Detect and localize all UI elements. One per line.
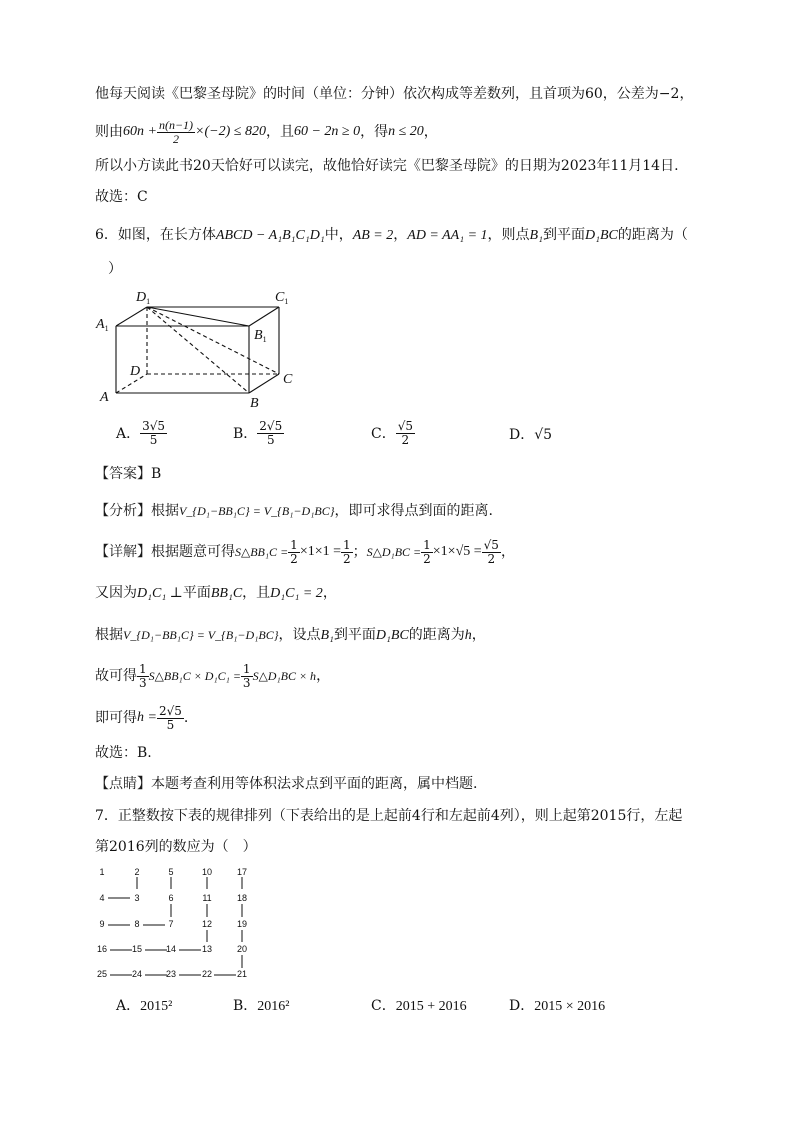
p6-option-a[interactable] [116, 420, 167, 447]
p6-option-b-num: 2√5 [259, 419, 283, 433]
p7-option-d[interactable] [509, 995, 605, 1018]
comment-tag: 【点睛】 [95, 776, 151, 792]
detail-expr1b: ×1×1 = [299, 544, 341, 559]
p6-option-b-den: 5 [266, 433, 275, 447]
p6-option-d[interactable] [509, 424, 552, 446]
grid-number: 13 [201, 944, 213, 954]
p6-option-b[interactable] [233, 420, 284, 447]
p6-stem-d: ，则点 [487, 227, 530, 243]
detail-frac4-den: 2 [487, 551, 496, 566]
segment-D1B-hidden [147, 307, 249, 393]
p5-mid2: ，得 [360, 124, 389, 140]
p7-option-d-value: 2015 × 2016 [534, 999, 606, 1014]
detail-frac3-den: 2 [423, 551, 431, 566]
p5-mid: ，且 [265, 124, 294, 140]
p7-stem-line2: 第2016列的数应为（ ） [95, 839, 257, 855]
grid-number: 6 [168, 893, 174, 903]
p5-line3: 所以小方读此书20天恰好可以读完，故他恰好读完《巴黎圣母院》的日期为2023年11月14日. [95, 158, 679, 174]
p6-option-c[interactable] [371, 420, 415, 447]
p7-option-b[interactable] [233, 995, 290, 1018]
analysis-text-b: ，即可求得点到面的距离. [334, 503, 493, 519]
label-C1: $C_1$ [275, 290, 289, 306]
p5-end: ， [423, 124, 438, 140]
line-c-e: ， [471, 627, 486, 643]
p5-fraction [157, 119, 195, 146]
p6-comment [95, 773, 477, 795]
p6-option-a-label: A． [116, 425, 141, 442]
p6-stem-b: 中， [324, 227, 353, 243]
p6-stem-close: ） [108, 261, 122, 277]
line-e-frac-num: 2√5 [158, 703, 182, 718]
p6-option-c-den: 2 [401, 433, 410, 447]
p6-stem-expr4: B₁ [529, 228, 543, 243]
p7-option-a-value: 2015² [140, 999, 173, 1014]
grid-number: 15 [131, 944, 143, 954]
detail-frac2-num: 1 [343, 537, 351, 552]
p6-stem-e: 到平面 [542, 227, 585, 243]
line-b-expr3: D₁C₁ = 2 [270, 586, 323, 601]
p6-stem-expr5: D₁BC [584, 228, 618, 243]
line-c-expr3: D₁BC [375, 628, 409, 643]
p6-line-b [95, 582, 337, 605]
grid-number: 18 [236, 893, 248, 903]
line-d-frac1-den: 3 [139, 675, 147, 690]
label-A: A [100, 390, 109, 405]
grid-number: 14 [165, 944, 177, 954]
p6-stem-c: ， [393, 227, 408, 243]
analysis-expr: V_{D₁−BB₁C} = V_{B₁−D₁BC} [179, 504, 335, 518]
p6-stem-expr2: AB = 2 [352, 228, 394, 243]
p5-line2-prefix: 则由 [95, 124, 123, 140]
answer-tag: 【答案】 [95, 466, 151, 482]
analysis-tag: 【分析】 [95, 503, 151, 519]
line-e-frac [157, 705, 184, 732]
detail-expr1: S△BB₁C = [235, 545, 289, 559]
grid-number: 10 [201, 867, 213, 877]
line-d-frac1-num: 1 [139, 661, 147, 676]
line-e-frac-den: 5 [166, 717, 175, 732]
grid-number: 12 [201, 919, 213, 929]
p7-option-b-label: B． [233, 998, 258, 1014]
p7-option-a[interactable] [116, 995, 172, 1018]
p5-line4: 故选：C [95, 189, 148, 205]
p7-option-c-value: 2015 + 2016 [395, 999, 467, 1014]
label-B: B [250, 396, 259, 411]
p5-expr-a: 60n + [123, 124, 157, 139]
grid-number: 9 [99, 919, 105, 929]
line-c-expr: V_{D₁−BB₁C} = V_{B₁−D₁BC} [123, 628, 279, 642]
p7-option-c[interactable] [371, 995, 467, 1018]
line-c-b: ，设点 [278, 627, 321, 643]
p6-option-a-num: 3√5 [142, 419, 166, 433]
line-d-frac2-den: 3 [242, 675, 251, 690]
line-d-expr2: S△D₁BC × h [252, 669, 317, 683]
grid-number: 22 [201, 969, 213, 979]
line-d-b: ， [316, 668, 331, 684]
p6-option-d-value: √5 [534, 427, 553, 443]
line-d-frac1 [137, 663, 149, 690]
detail-frac3-num: 1 [423, 537, 431, 552]
line-e-b: . [183, 710, 189, 726]
detail-frac3 [421, 539, 433, 566]
line-d-a: 故可得 [95, 668, 137, 684]
comment-text: 本题考查利用等体积法求点到平面的距离，属中档题. [151, 776, 478, 792]
p6-detail-line [95, 532, 515, 572]
detail-frac1-den: 2 [290, 551, 298, 566]
p5-expr-d: n ≤ 20 [388, 124, 424, 139]
p6-stem-expr3: AD = AA₁ = 1 [407, 228, 488, 243]
grid-number: 11 [202, 893, 212, 903]
p6-analysis-line [95, 500, 493, 522]
p5-frac-den: 2 [173, 131, 179, 146]
line-b-d: ， [322, 585, 337, 601]
detail-end: ， [500, 544, 515, 560]
p6-option-d-label: D． [509, 427, 535, 443]
p6-option-a-frac [140, 420, 167, 447]
p6-final: 故选：B. [95, 745, 152, 761]
grid-number: 16 [96, 944, 108, 954]
analysis-text-a: 根据 [151, 503, 179, 519]
line-b-c: ，且 [242, 585, 271, 601]
grid-number: 4 [99, 893, 105, 903]
edge-B1C1 [249, 307, 279, 326]
p6-answer-line [95, 463, 161, 485]
line-e-expr: h = [137, 710, 157, 725]
grid-number: 25 [96, 969, 108, 979]
cuboid-figure [90, 283, 310, 411]
p6-stem [95, 224, 688, 247]
p6-option-b-label: B． [233, 425, 258, 442]
grid-number: 5 [168, 867, 174, 877]
detail-frac1-num: 1 [290, 537, 298, 552]
edge-A1D1 [116, 307, 147, 326]
p6-option-b-frac [257, 420, 284, 447]
detail-expr2: S△D₁BC = [366, 545, 422, 559]
detail-frac2-den: 2 [343, 551, 351, 566]
line-e-a: 即可得 [95, 710, 137, 726]
detail-frac4-num: √5 [483, 537, 499, 552]
detail-frac1 [288, 539, 300, 566]
p7-option-d-label: D． [509, 998, 535, 1014]
line-b-b: 平面 [182, 585, 211, 601]
line-d-frac2 [241, 663, 253, 690]
line-c-a: 根据 [95, 627, 123, 643]
line-b-expr1: D₁C₁ ⊥ [137, 586, 183, 601]
p5-expr-c: 60 − 2n ≥ 0 [293, 124, 361, 139]
detail-frac2 [341, 539, 353, 566]
grid-number: 20 [236, 944, 248, 954]
p6-option-c-num: √5 [397, 419, 413, 433]
line-b-expr2: BB₁C [210, 586, 243, 601]
grid-number: 3 [134, 893, 140, 903]
edge-BC [249, 374, 279, 393]
detail-sep: ； [352, 544, 367, 560]
p6-stem-a: 6．如图，在长方体 [95, 227, 216, 243]
grid-number: 19 [236, 919, 248, 929]
grid-number: 23 [165, 969, 177, 979]
line-c-c: 到平面 [333, 627, 376, 643]
number-grid [90, 864, 270, 986]
p5-line1: 他每天阅读《巴黎圣母院》的时间（单位：分钟）依次构成等差数列，且首项为60，公差为−2， [95, 86, 694, 102]
line-c-expr4: h [464, 628, 472, 643]
p5-line2 [95, 112, 438, 152]
label-D1: $D_1$ [136, 290, 151, 306]
p6-line-d [95, 656, 330, 696]
line-c-d: 的距离为 [408, 627, 465, 643]
p6-option-c-frac [396, 420, 415, 447]
grid-number: 2 [134, 867, 140, 877]
p5-frac-num: n(n−1) [158, 117, 194, 132]
grid-number: 8 [134, 919, 140, 929]
grid-number: 21 [236, 969, 248, 979]
p6-stem-f: 的距离为（ [617, 227, 688, 243]
p6-stem-expr1: ABCD − A₁B₁C₁D₁ [215, 228, 325, 243]
label-B1: $B_1$ [254, 328, 267, 344]
label-A1: $A_1$ [96, 317, 109, 333]
line-c-expr2: B₁ [320, 628, 334, 643]
grid-number: 1 [99, 867, 105, 877]
p6-line-e [95, 698, 188, 738]
grid-number: 24 [131, 969, 143, 979]
line-d-expr1: S△BB₁C × D₁C₁ = [148, 669, 241, 683]
label-C: C [283, 372, 293, 387]
segment-D1B1 [147, 307, 249, 326]
detail-frac4 [482, 539, 501, 566]
label-D: D [130, 364, 141, 379]
grid-number: 7 [168, 919, 174, 929]
line-d-frac2-num: 1 [242, 661, 251, 676]
line-b-a: 又因为 [95, 585, 137, 601]
p6-line-c [95, 624, 486, 647]
detail-expr2b: ×1×√5 = [432, 544, 482, 559]
p6-option-c-label: C． [371, 425, 396, 442]
p7-option-b-value: 2016² [257, 999, 290, 1014]
p5-expr-b: ×(−2) ≤ 820 [195, 124, 266, 139]
detail-tag: 【详解】 [95, 544, 151, 560]
answer-value: B [151, 466, 162, 482]
grid-number: 17 [236, 867, 248, 877]
p7-option-a-label: A． [116, 998, 141, 1014]
p6-option-a-den: 5 [149, 433, 158, 447]
p7-stem-line1: 7．正整数按下表的规律排列（下表给出的是上起前4行和左起前4列），则上起第2015行，左起 [95, 808, 683, 824]
detail-text-a: 根据题意可得 [151, 544, 235, 560]
p7-option-c-label: C． [371, 998, 396, 1014]
